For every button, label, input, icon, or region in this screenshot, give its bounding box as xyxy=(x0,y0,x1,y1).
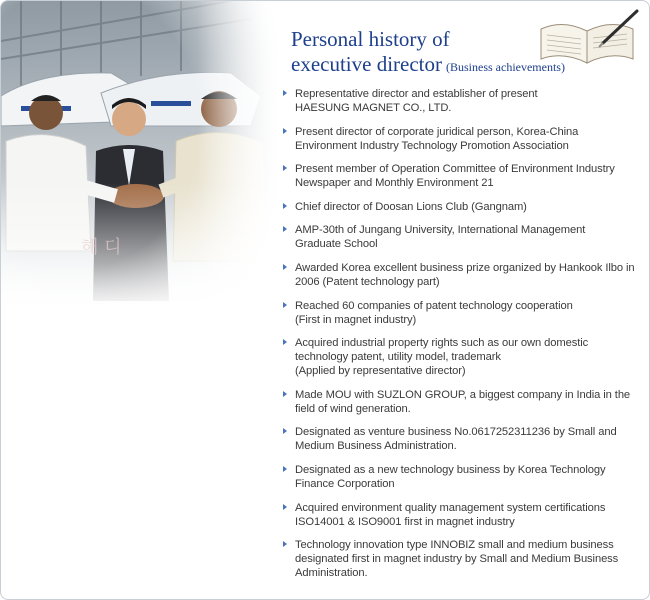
arrow-right-icon xyxy=(283,541,287,547)
open-book-with-pen-icon xyxy=(533,7,643,72)
arrow-right-icon xyxy=(283,264,287,270)
history-item xyxy=(283,501,635,529)
arrow-right-icon xyxy=(283,203,287,209)
history-item xyxy=(283,200,635,214)
title-line-2 xyxy=(291,52,565,80)
arrow-right-icon xyxy=(283,128,287,134)
history-item-text: Awarded Korea excellent business prize organized by Hankook Ilbo in 2006 (Patent technology part) xyxy=(295,261,635,288)
arrow-right-icon xyxy=(283,90,287,96)
history-item xyxy=(283,463,635,491)
history-item-text: Made MOU with SUZLON GROUP, a biggest company in India in the field of wind generation. xyxy=(295,388,631,415)
history-item-text: AMP-30th of Jungang University, International Management Graduate School xyxy=(295,224,586,251)
title-line-1: Personal history of xyxy=(291,27,450,51)
arrow-right-icon xyxy=(283,302,287,308)
history-item xyxy=(283,299,635,327)
history-item xyxy=(283,87,635,115)
arrow-right-icon xyxy=(283,504,287,510)
history-item-text: Designated as venture business No.0617252311236 by Small and Medium Business Administration. xyxy=(295,426,617,453)
history-item-text: Present director of corporate juridical person, Korea-China Environment Industry Technology Promotion Association xyxy=(295,125,579,152)
page-title xyxy=(291,27,565,80)
arrow-right-icon xyxy=(283,165,287,171)
arrow-right-icon xyxy=(283,391,287,397)
history-item-text: Chief director of Doosan Lions Club (Gangnam) xyxy=(295,200,527,213)
arrow-right-icon xyxy=(283,428,287,434)
history-item xyxy=(283,223,635,251)
history-item xyxy=(283,162,635,190)
history-item xyxy=(283,538,635,580)
history-item-text: Designated as a new technology business by Korea Technology Finance Corporation xyxy=(295,463,606,490)
history-item xyxy=(283,425,635,453)
title-line-2-text: executive director xyxy=(291,52,442,76)
history-item xyxy=(283,336,635,378)
history-item-text: Present member of Operation Committee of Environment Industry Newspaper and Monthly Environment 21 xyxy=(295,163,615,190)
history-item-text: Acquired environment quality management system certifications ISO14001 & ISO9001 first in magnet industry xyxy=(295,501,606,528)
history-item xyxy=(283,261,635,289)
history-item-text: Technology innovation type INNOBIZ small and medium business designated first in magnet industry by Small and Medium Business Administration. xyxy=(295,539,619,580)
arrow-right-icon xyxy=(283,466,287,472)
title-subtitle: (Business achievements) xyxy=(446,60,565,74)
handshake-photo xyxy=(1,1,281,331)
history-list xyxy=(283,87,635,590)
history-item-text: Reached 60 companies of patent technology cooperation (First in magnet industry) xyxy=(295,299,573,326)
arrow-right-icon xyxy=(283,339,287,345)
history-item xyxy=(283,125,635,153)
history-item-text: Acquired industrial property rights such as our own domestic technology patent, utility model, trademark (Applied by representative director) xyxy=(295,337,589,378)
arrow-right-icon xyxy=(283,226,287,232)
history-item xyxy=(283,388,635,416)
history-item-text: Representative director and establisher of present HAESUNG MAGNET CO., LTD. xyxy=(295,88,538,114)
